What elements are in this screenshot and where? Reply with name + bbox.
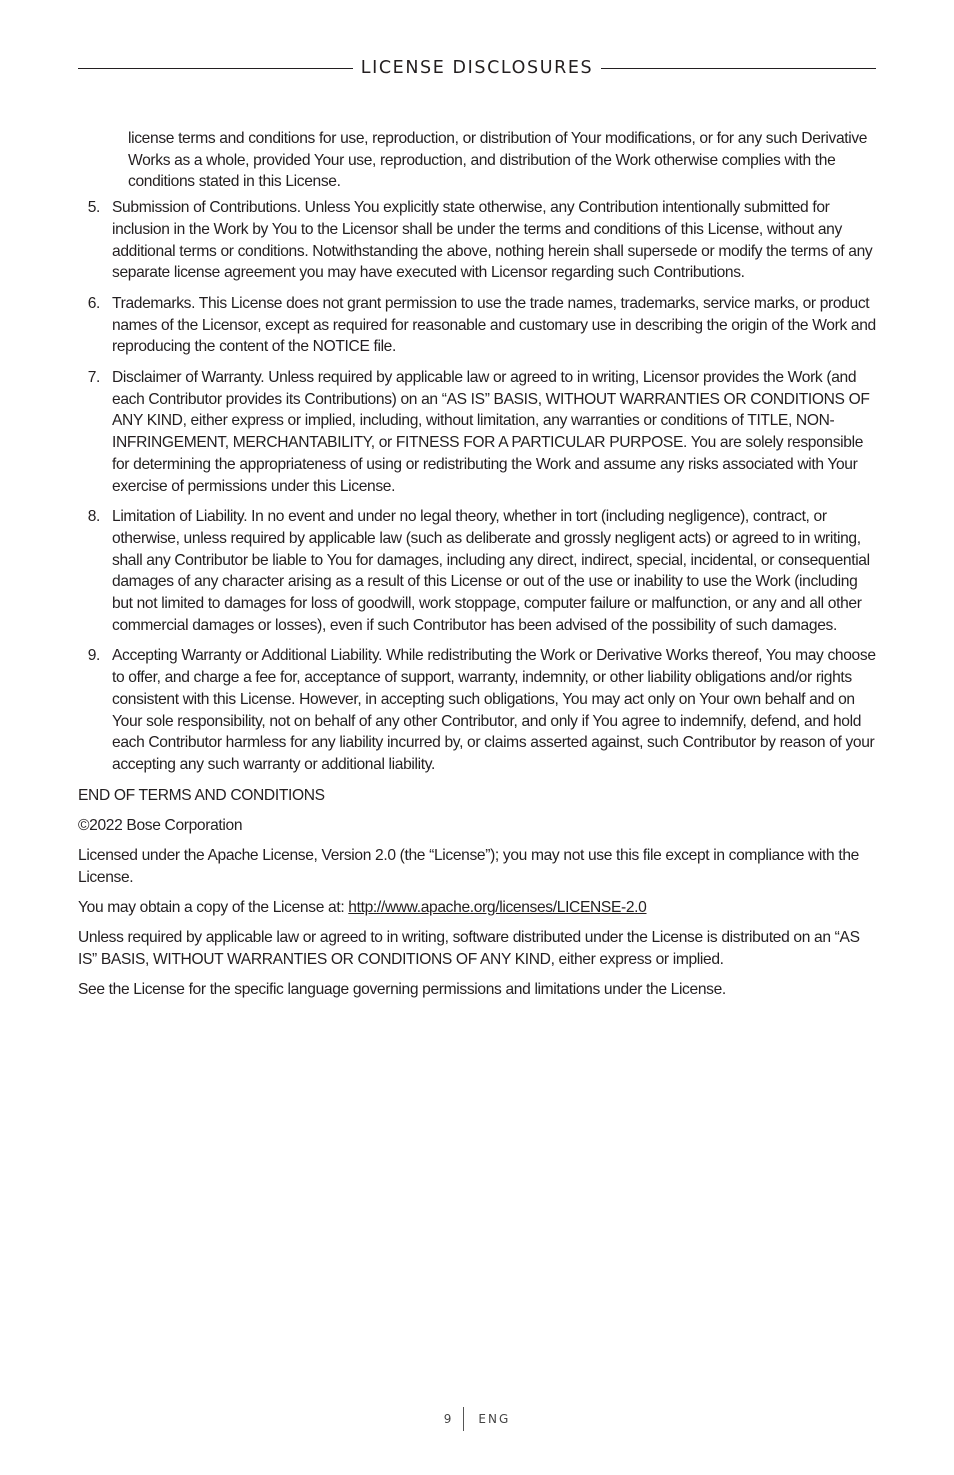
language-code: ENG <box>478 1412 511 1426</box>
license-url-link[interactable]: http://www.apache.org/licenses/LICENSE-2.0 <box>348 899 647 916</box>
as-is-paragraph: Unless required by applicable law or agreed to in writing, software distributed under the License is distributed on an “AS IS” BASIS, WITHOUT WARRANTIES OR CONDITIONS OF ANY KIND, either express or implied. <box>78 929 860 968</box>
obtain-license-paragraph <box>78 897 876 919</box>
licensed-under-paragraph: Licensed under the Apache License, Version 2.0 (the “License”); you may not use this file except in compliance with the License. <box>78 847 859 886</box>
terms-list <box>78 197 876 776</box>
see-license-paragraph: See the License for the specific language governing permissions and limitations under the License. <box>78 981 726 999</box>
page-header <box>78 56 876 80</box>
list-item <box>78 645 876 775</box>
item-number: 7. <box>87 369 100 387</box>
continuation-paragraph: license terms and conditions for use, reproduction, or distribution of Your modifications, or for any such Derivative Works as a whole, provided Your use, reproduction, and distribution of the Work otherwise complies with the conditions stated in this License. <box>128 130 868 191</box>
item-text: Accepting Warranty or Additional Liability. While redistributing the Work or Derivative Works thereof, You may choose to offer, and charge a fee for, acceptance of support, warranty, indemnity, or other liability obligations and/or rights consistent with this License. However, in accepting such obligations, You may act only on Your own behalf and on Your sole responsibility, not on behalf of any other Contributor, and only if You agree to indemnify, defend, and hold each Contributor harmless for any liability incurred by, or claims asserted against, such Contributor by reason of your accepting any such warranty or additional liability. <box>112 647 876 773</box>
item-text: Disclaimer of Warranty. Unless required by applicable law or agreed to in writing, Licensor provides the Work (and each Contributor provides its Contributions) on an “AS IS” BASIS, WITHOUT WARRANTIES OR CONDITIONS OF ANY KIND, either express or implied, including, without limitation, any warranties or conditions of TITLE, NON-INFRINGEMENT, MERCHANTABILITY, or FITNESS FOR A PARTICULAR PURPOSE. You are solely responsible for determining the appropriateness of using or redistributing the Work and assume any risks associated with Your exercise of permissions under this License. <box>112 369 870 495</box>
item-number: 8. <box>87 508 100 526</box>
obtain-license-prefix: You may obtain a copy of the License at: <box>78 899 349 916</box>
header-rule-left <box>78 68 353 69</box>
footer-divider <box>463 1407 464 1431</box>
end-of-terms: END OF TERMS AND CONDITIONS <box>78 786 325 804</box>
page-number: 9 <box>443 1412 454 1426</box>
page-title: LICENSE DISCLOSURES <box>360 58 594 78</box>
item-text: Limitation of Liability. In no event and under no legal theory, whether in tort (including negligence), contract, or otherwise, unless required by applicable law (such as deliberate and grossly negligent acts) or agreed to in writing, shall any Contributor be liable to You for damages, including any direct, indirect, special, incidental, or consequential damages of any character arising as a result of this License or out of the use or inability to use the Work (including but not limited to damages for loss of goodwill, work stoppage, computer failure or malfunction, or any and all other commercial damages or losses), even if such Contributor has been advised of the possibility of such damages. <box>112 508 870 634</box>
list-item <box>78 293 876 358</box>
list-item <box>78 367 876 497</box>
license-body <box>78 128 876 1009</box>
item-text: Trademarks. This License does not grant permission to use the trade names, trademarks, service marks, or product names of the Licensor, except as required for reasonable and customary use in describing the origin of the Work and reproducing the content of the NOTICE file. <box>112 294 876 356</box>
item-number: 5. <box>87 199 100 217</box>
copyright-notice: ©2022 Bose Corporation <box>78 816 243 834</box>
list-item <box>78 506 876 636</box>
item-number: 6. <box>87 294 100 312</box>
item-text: Submission of Contributions. Unless You explicitly state otherwise, any Contribution intentionally submitted for inclusion in the Work by You to the Licensor shall be under the terms and conditions of this License, without any additional terms or conditions. Notwithstanding the above, nothing herein shall supersede or modify the terms of any separate license agreement you may have executed with Licensor regarding such Contributions. <box>112 199 873 282</box>
header-rule-right <box>601 68 876 69</box>
page-footer <box>0 1406 954 1432</box>
item-number: 9. <box>87 647 100 665</box>
list-item <box>78 197 876 284</box>
